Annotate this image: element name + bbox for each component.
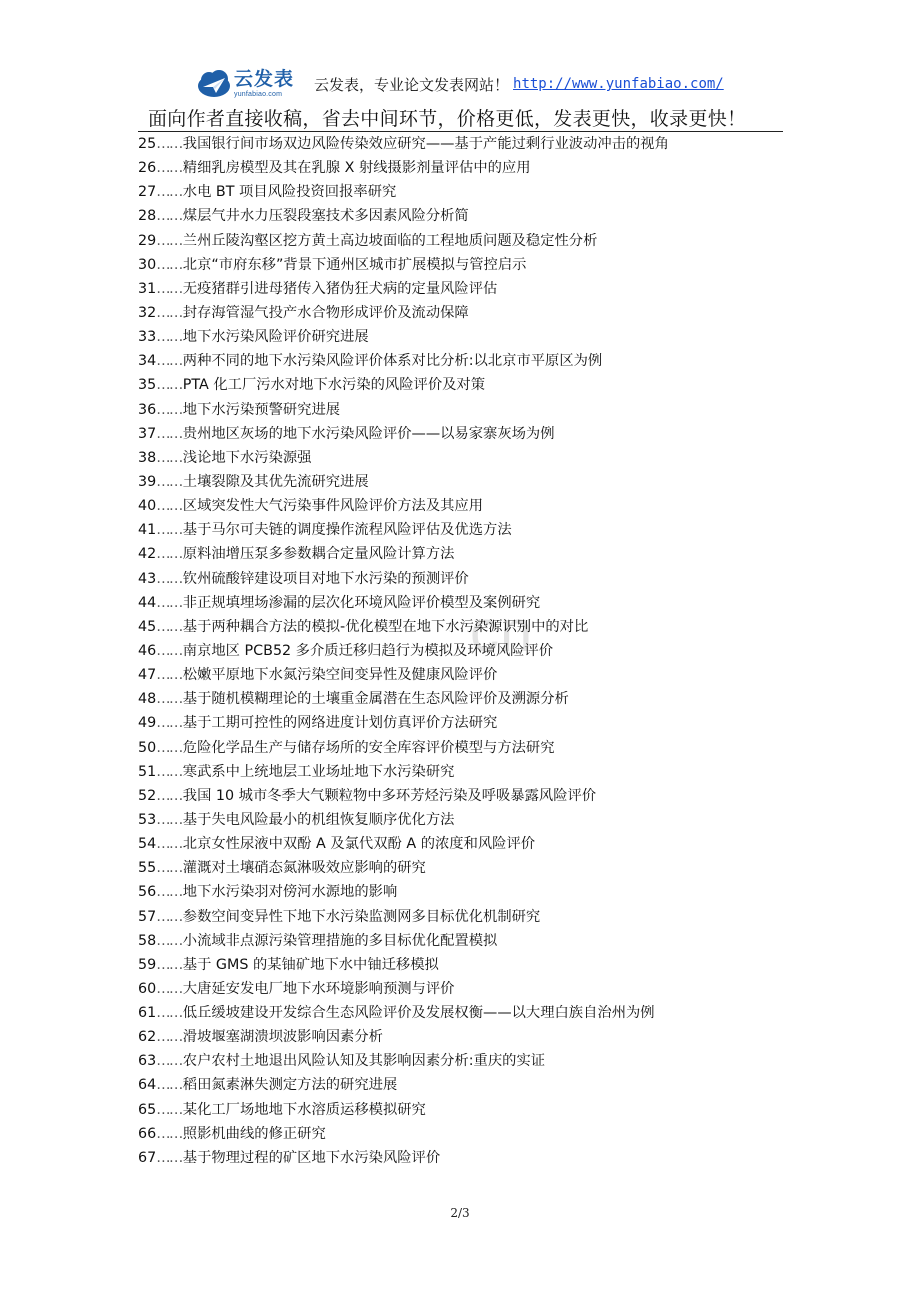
item-title: 大唐延安发电厂地下水环境影响预测与评价 xyxy=(182,980,455,997)
list-item xyxy=(138,905,669,929)
item-leader-dots: …… xyxy=(156,184,182,201)
item-leader-dots: …… xyxy=(156,618,182,635)
item-title: 两种不同的地下水污染风险评价体系对比分析:以北京市平原区为例 xyxy=(182,353,603,370)
item-number: 31 xyxy=(138,280,157,297)
item-leader-dots: …… xyxy=(156,956,182,973)
list-item xyxy=(138,1122,669,1146)
item-leader-dots: …… xyxy=(156,232,182,249)
item-number: 48 xyxy=(138,691,157,708)
item-number: 36 xyxy=(138,401,157,418)
list-item xyxy=(138,325,669,349)
item-title: 小流域非点源污染管理措施的多目标优化配置模拟 xyxy=(182,932,498,949)
item-title: 精细乳房模型及其在乳腺 X 射线摄影剂量评估中的应用 xyxy=(182,160,531,177)
item-title: 地下水污染预警研究进展 xyxy=(182,401,341,418)
item-number: 52 xyxy=(138,787,157,804)
item-title: 农户农村土地退出风险认知及其影响因素分析:重庆的实证 xyxy=(182,1053,546,1070)
item-number: 37 xyxy=(138,425,157,442)
item-title: 松嫩平原地下水氮污染空间变异性及健康风险评价 xyxy=(182,667,498,684)
item-title: 非正规填埋场渗漏的层次化环境风险评价模型及案例研究 xyxy=(182,594,541,611)
item-number: 41 xyxy=(138,522,157,539)
list-item xyxy=(138,760,669,784)
paper-title-list xyxy=(138,132,669,1170)
item-number: 35 xyxy=(138,377,157,394)
item-title: 基于物理过程的矿区地下水污染风险评价 xyxy=(182,1149,441,1166)
list-item xyxy=(138,422,669,446)
list-item xyxy=(138,180,669,204)
item-number: 27 xyxy=(138,184,157,201)
item-title: 无疫猪群引进母猪传入猪伪狂犬病的定量风险评估 xyxy=(182,280,498,297)
list-item xyxy=(138,398,669,422)
item-number: 60 xyxy=(138,980,157,997)
item-leader-dots: …… xyxy=(156,1149,182,1166)
list-item xyxy=(138,711,669,735)
logo-domain: yunfabiao.com xyxy=(234,91,283,98)
item-title: 基于 GMS 的某铀矿地下水中铀迁移模拟 xyxy=(182,956,439,973)
item-leader-dots: …… xyxy=(156,1053,182,1070)
list-item xyxy=(138,229,669,253)
item-title: 北京女性尿液中双酚 A 及氯代双酚 A 的浓度和风险评价 xyxy=(182,836,536,853)
item-leader-dots: …… xyxy=(156,932,182,949)
item-title: 浅论地下水污染源强 xyxy=(182,449,312,466)
list-item xyxy=(138,687,669,711)
item-number: 26 xyxy=(138,160,157,177)
item-title: 基于随机模糊理论的土壤重金属潜在生态风险评价及溯源分析 xyxy=(182,691,569,708)
list-item xyxy=(138,373,669,397)
item-number: 39 xyxy=(138,473,157,490)
item-leader-dots: …… xyxy=(156,787,182,804)
item-number: 28 xyxy=(138,208,157,225)
item-number: 66 xyxy=(138,1125,157,1142)
item-title: 参数空间变异性下地下水污染监测网多目标优化机制研究 xyxy=(182,908,541,925)
item-leader-dots: …… xyxy=(156,473,182,490)
list-item xyxy=(138,470,669,494)
item-number: 57 xyxy=(138,908,157,925)
item-leader-dots: …… xyxy=(156,691,182,708)
tagline: 面向作者直接收稿，省去中间环节，价格更低，发表更快，收录更快！ xyxy=(148,108,747,130)
item-leader-dots: …… xyxy=(156,667,182,684)
item-title: 基于失电风险最小的机组恢复顺序优化方法 xyxy=(182,811,455,828)
item-number: 65 xyxy=(138,1101,157,1118)
item-title: 危险化学品生产与储存场所的安全库容评价模型与方法研究 xyxy=(182,739,555,756)
list-item xyxy=(138,1098,669,1122)
logo-text xyxy=(234,70,294,98)
list-item xyxy=(138,808,669,832)
item-leader-dots: …… xyxy=(156,304,182,321)
item-title: 灌溉对土壤硝态氮淋吸效应影响的研究 xyxy=(182,860,426,877)
item-title: 水电 BT 项目风险投资回报率研究 xyxy=(182,184,397,201)
item-leader-dots: …… xyxy=(156,1077,182,1094)
item-leader-dots: …… xyxy=(156,425,182,442)
item-leader-dots: …… xyxy=(156,256,182,273)
item-number: 38 xyxy=(138,449,157,466)
site-header xyxy=(196,66,724,102)
list-item xyxy=(138,736,669,760)
list-item xyxy=(138,856,669,880)
item-number: 53 xyxy=(138,811,157,828)
item-leader-dots: …… xyxy=(156,980,182,997)
item-number: 42 xyxy=(138,546,157,563)
list-item xyxy=(138,929,669,953)
item-title: 兰州丘陵沟壑区挖方黄土高边坡面临的工程地质问题及稳定性分析 xyxy=(182,232,598,249)
item-title: 滑坡堰塞湖溃坝波影响因素分析 xyxy=(182,1029,383,1046)
item-leader-dots: …… xyxy=(156,739,182,756)
list-item xyxy=(138,204,669,228)
item-leader-dots: …… xyxy=(156,353,182,370)
list-item xyxy=(138,301,669,325)
item-leader-dots: …… xyxy=(156,401,182,418)
item-number: 59 xyxy=(138,956,157,973)
item-title: 地下水污染羽对傍河水源地的影响 xyxy=(182,884,398,901)
list-item xyxy=(138,349,669,373)
list-item xyxy=(138,832,669,856)
item-title: 贵州地区灰场的地下水污染风险评价——以易家寨灰场为例 xyxy=(182,425,555,442)
item-leader-dots: …… xyxy=(156,546,182,563)
list-item xyxy=(138,1146,669,1170)
item-leader-dots: …… xyxy=(156,642,182,659)
item-title: 封存海管湿气投产水合物形成评价及流动保障 xyxy=(182,304,469,321)
item-number: 55 xyxy=(138,860,157,877)
item-number: 63 xyxy=(138,1053,157,1070)
list-item xyxy=(138,277,669,301)
item-number: 25 xyxy=(138,136,157,152)
item-number: 45 xyxy=(138,618,157,635)
list-item xyxy=(138,615,669,639)
list-item xyxy=(138,953,669,977)
item-leader-dots: …… xyxy=(156,136,182,152)
item-number: 33 xyxy=(138,329,157,346)
item-number: 32 xyxy=(138,304,157,321)
item-title: 煤层气井水力压裂段塞技术多因素风险分析简 xyxy=(182,208,469,225)
item-title: 寒武系中上统地层工业场址地下水污染研究 xyxy=(182,763,455,780)
item-number: 34 xyxy=(138,353,157,370)
item-title: 地下水污染风险评价研究进展 xyxy=(182,329,369,346)
item-leader-dots: …… xyxy=(156,884,182,901)
list-item xyxy=(138,784,669,808)
item-leader-dots: …… xyxy=(156,522,182,539)
list-item xyxy=(138,1073,669,1097)
item-leader-dots: …… xyxy=(156,836,182,853)
item-number: 29 xyxy=(138,232,157,249)
watermark: cn xyxy=(470,599,534,664)
item-title: 基于马尔可夫链的调度操作流程风险评估及优选方法 xyxy=(182,522,512,539)
item-title: 照影机曲线的修正研究 xyxy=(182,1125,326,1142)
page-number: 2/3 xyxy=(450,1206,470,1220)
list-item xyxy=(138,494,669,518)
item-number: 50 xyxy=(138,739,157,756)
list-item xyxy=(138,132,669,156)
list-item xyxy=(138,977,669,1001)
item-title: 南京地区 PCB52 多介质迁移归趋行为模拟及环境风险评价 xyxy=(182,642,554,659)
item-leader-dots: …… xyxy=(156,498,182,515)
item-number: 61 xyxy=(138,1005,157,1022)
item-number: 40 xyxy=(138,498,157,515)
item-number: 30 xyxy=(138,256,157,273)
item-leader-dots: …… xyxy=(156,908,182,925)
list-item xyxy=(138,591,669,615)
item-title: PTA 化工厂污水对地下水污染的风险评价及对策 xyxy=(182,377,486,394)
item-number: 58 xyxy=(138,932,157,949)
list-item xyxy=(138,1025,669,1049)
list-item xyxy=(138,1001,669,1025)
item-number: 46 xyxy=(138,642,157,659)
item-leader-dots: …… xyxy=(156,208,182,225)
item-leader-dots: …… xyxy=(156,160,182,177)
list-item xyxy=(138,639,669,663)
item-title: 我国 10 城市冬季大气颗粒物中多环芳烃污染及呼吸暴露风险评价 xyxy=(182,787,597,804)
site-logo[interactable] xyxy=(196,66,314,102)
list-item xyxy=(138,156,669,180)
list-item xyxy=(138,518,669,542)
item-title: 区域突发性大气污染事件风险评价方法及其应用 xyxy=(182,498,484,515)
item-number: 51 xyxy=(138,763,157,780)
item-number: 44 xyxy=(138,594,157,611)
item-leader-dots: …… xyxy=(156,329,182,346)
item-leader-dots: …… xyxy=(156,715,182,732)
item-number: 47 xyxy=(138,667,157,684)
list-item xyxy=(138,663,669,687)
item-number: 67 xyxy=(138,1149,157,1166)
item-title: 土壤裂隙及其优先流研究进展 xyxy=(182,473,369,490)
item-title: 我国银行间市场双边风险传染效应研究——基于产能过剩行业波动冲击的视角 xyxy=(182,136,669,152)
list-item xyxy=(138,446,669,470)
item-leader-dots: …… xyxy=(156,377,182,394)
list-item xyxy=(138,880,669,904)
item-number: 54 xyxy=(138,836,157,853)
site-link[interactable]: http://www.yunfabiao.com/ xyxy=(513,76,724,92)
list-item xyxy=(138,567,669,591)
item-leader-dots: …… xyxy=(156,1125,182,1142)
item-leader-dots: …… xyxy=(156,570,182,587)
item-leader-dots: …… xyxy=(156,860,182,877)
item-leader-dots: …… xyxy=(156,449,182,466)
item-title: 基于工期可控性的网络进度计划仿真评价方法研究 xyxy=(182,715,498,732)
cloud-paper-plane-icon xyxy=(196,66,232,102)
item-title: 原料油增压泵多参数耦合定量风险计算方法 xyxy=(182,546,455,563)
logo-brand: 云发表 xyxy=(234,68,295,90)
list-item xyxy=(138,253,669,277)
item-leader-dots: …… xyxy=(156,280,182,297)
item-leader-dots: …… xyxy=(156,594,182,611)
list-item xyxy=(138,1049,669,1073)
item-number: 43 xyxy=(138,570,157,587)
list-item xyxy=(138,542,669,566)
item-leader-dots: …… xyxy=(156,811,182,828)
item-number: 62 xyxy=(138,1029,157,1046)
item-number: 64 xyxy=(138,1077,157,1094)
item-title: 某化工厂场地地下水溶质运移模拟研究 xyxy=(182,1101,426,1118)
item-title: 钦州硫酸锌建设项目对地下水污染的预测评价 xyxy=(182,570,469,587)
item-title: 北京“市府东移”背景下通州区城市扩展模拟与管控启示 xyxy=(182,256,527,273)
item-leader-dots: …… xyxy=(156,1101,182,1118)
item-leader-dots: …… xyxy=(156,763,182,780)
item-number: 56 xyxy=(138,884,157,901)
site-slogan: 云发表，专业论文发表网站！ xyxy=(314,75,510,94)
item-title: 稻田氮素淋失测定方法的研究进展 xyxy=(182,1077,398,1094)
item-leader-dots: …… xyxy=(156,1029,182,1046)
item-title: 基于两种耦合方法的模拟-优化模型在地下水污染源识别中的对比 xyxy=(182,618,589,635)
item-title: 低丘缓坡建设开发综合生态风险评价及发展权衡——以大理白族自治州为例 xyxy=(182,1005,655,1022)
item-leader-dots: …… xyxy=(156,1005,182,1022)
item-number: 49 xyxy=(138,715,157,732)
